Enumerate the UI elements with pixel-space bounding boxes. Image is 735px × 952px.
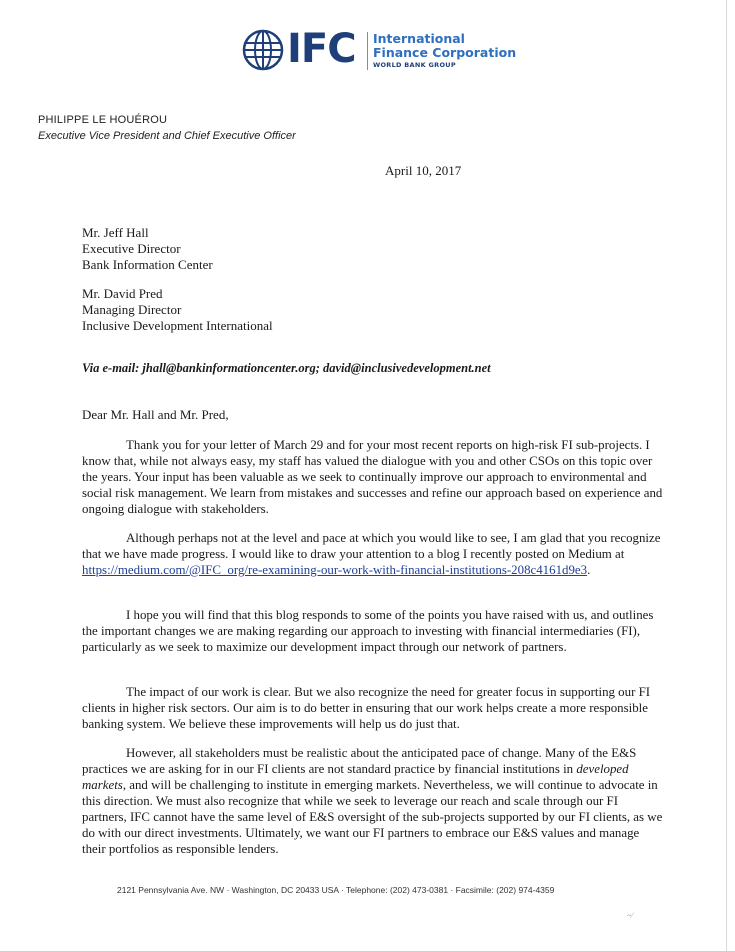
logo-group: WORLD BANK GROUP bbox=[373, 61, 456, 69]
page-edge-right bbox=[726, 0, 727, 952]
recipient-role: Executive Director bbox=[82, 241, 181, 256]
sender-title: Executive Vice President and Chief Executive Officer bbox=[38, 130, 296, 142]
recipient-org: Bank Information Center bbox=[82, 257, 213, 272]
body-paragraph-1: Thank you for your letter of March 29 and for your most recent reports on high-risk FI sub-projects. I know that, while not always easy, my staff has valued the dialogue with you and other CSOs on this topic over the years. Your input has been valuable as we seek to continually improve our approach to environmental and social risk management. We learn from mistakes and successes and refine our approach based on experience and ongoing dialogue with stakeholders. bbox=[82, 438, 663, 516]
body-paragraph-5 bbox=[82, 745, 664, 857]
scan-mark: ~⁄ bbox=[627, 911, 633, 920]
recipient-org: Inclusive Development International bbox=[82, 318, 273, 333]
logo-name-line1: International bbox=[373, 31, 465, 46]
paragraph-text: . bbox=[587, 563, 591, 577]
body-paragraph-3: I hope you will find that this blog responds to some of the points you have raised with us, and outlines the important changes we are making regarding our approach to investing with financial intermediaries (FI), particularly as we seek to maximize our development impact through our network of partners. bbox=[82, 608, 654, 654]
salutation: Dear Mr. Hall and Mr. Pred, bbox=[82, 407, 229, 422]
ifc-wordmark: IFC bbox=[287, 26, 356, 72]
logo-name-line2: Finance Corporation bbox=[373, 45, 517, 60]
sender-name: PHILIPPE LE HOUÉROU bbox=[38, 114, 168, 126]
footer-address: 2121 Pennsylvania Ave. NW · Washington, DC 20433 USA · Telephone: (202) 473-0381 · Facsimile: (202) 974-4359 bbox=[117, 885, 555, 895]
body-paragraph-2 bbox=[82, 530, 664, 578]
recipient-name: Mr. Jeff Hall bbox=[82, 225, 149, 240]
recipient-block-1 bbox=[82, 225, 213, 273]
paragraph-text: However, all stakeholders must be realistic about the anticipated pace of change. Many of the E&S practices we are asking for in our FI clients are not standard practice by financial institutions in bbox=[82, 746, 637, 776]
body-paragraph-4: The impact of our work is clear. But we also recognize the need for greater focus in supporting our FI clients in higher risk sectors. Our aim is to do better in ensuring that our work helps create a more responsible banking system. We believe these improvements will help us do just that. bbox=[82, 685, 651, 731]
recipient-block-2 bbox=[82, 286, 273, 334]
letter-date: April 10, 2017 bbox=[385, 163, 462, 178]
via-email-line: Via e-mail: jhall@bankinformationcenter.org; david@inclusivedevelopment.net bbox=[82, 361, 491, 375]
logo-divider bbox=[367, 32, 368, 70]
paragraph-text: Although perhaps not at the level and pace at which you would like to see, I am glad that you recognize that we have made progress. I would like to draw your attention to a blog I recently posted on Medium at bbox=[82, 531, 661, 561]
emphasis-text: developed markets bbox=[82, 762, 629, 792]
recipient-name: Mr. David Pred bbox=[82, 286, 163, 301]
recipient-role: Managing Director bbox=[82, 302, 182, 317]
blog-link[interactable]: https://medium.com/@IFC_org/re-examining-our-work-with-financial-institutions-208c4161d9e3 bbox=[82, 563, 588, 577]
logo-name bbox=[373, 32, 516, 60]
globe-icon bbox=[241, 28, 285, 72]
paragraph-text: , and will be challenging to institute in emerging markets. Nevertheless, we will continue to advocate in this direction. We must also recognize that while we seek to leverage our reach and scale through our FI partners, IFC cannot have the same level of E&S oversight of the sub-projects supported by our FI clients, as we do with our direct investments. Ultimately, we want our FI partners to embrace our E&S values and manage their portfolios as responsible lenders. bbox=[82, 778, 663, 856]
